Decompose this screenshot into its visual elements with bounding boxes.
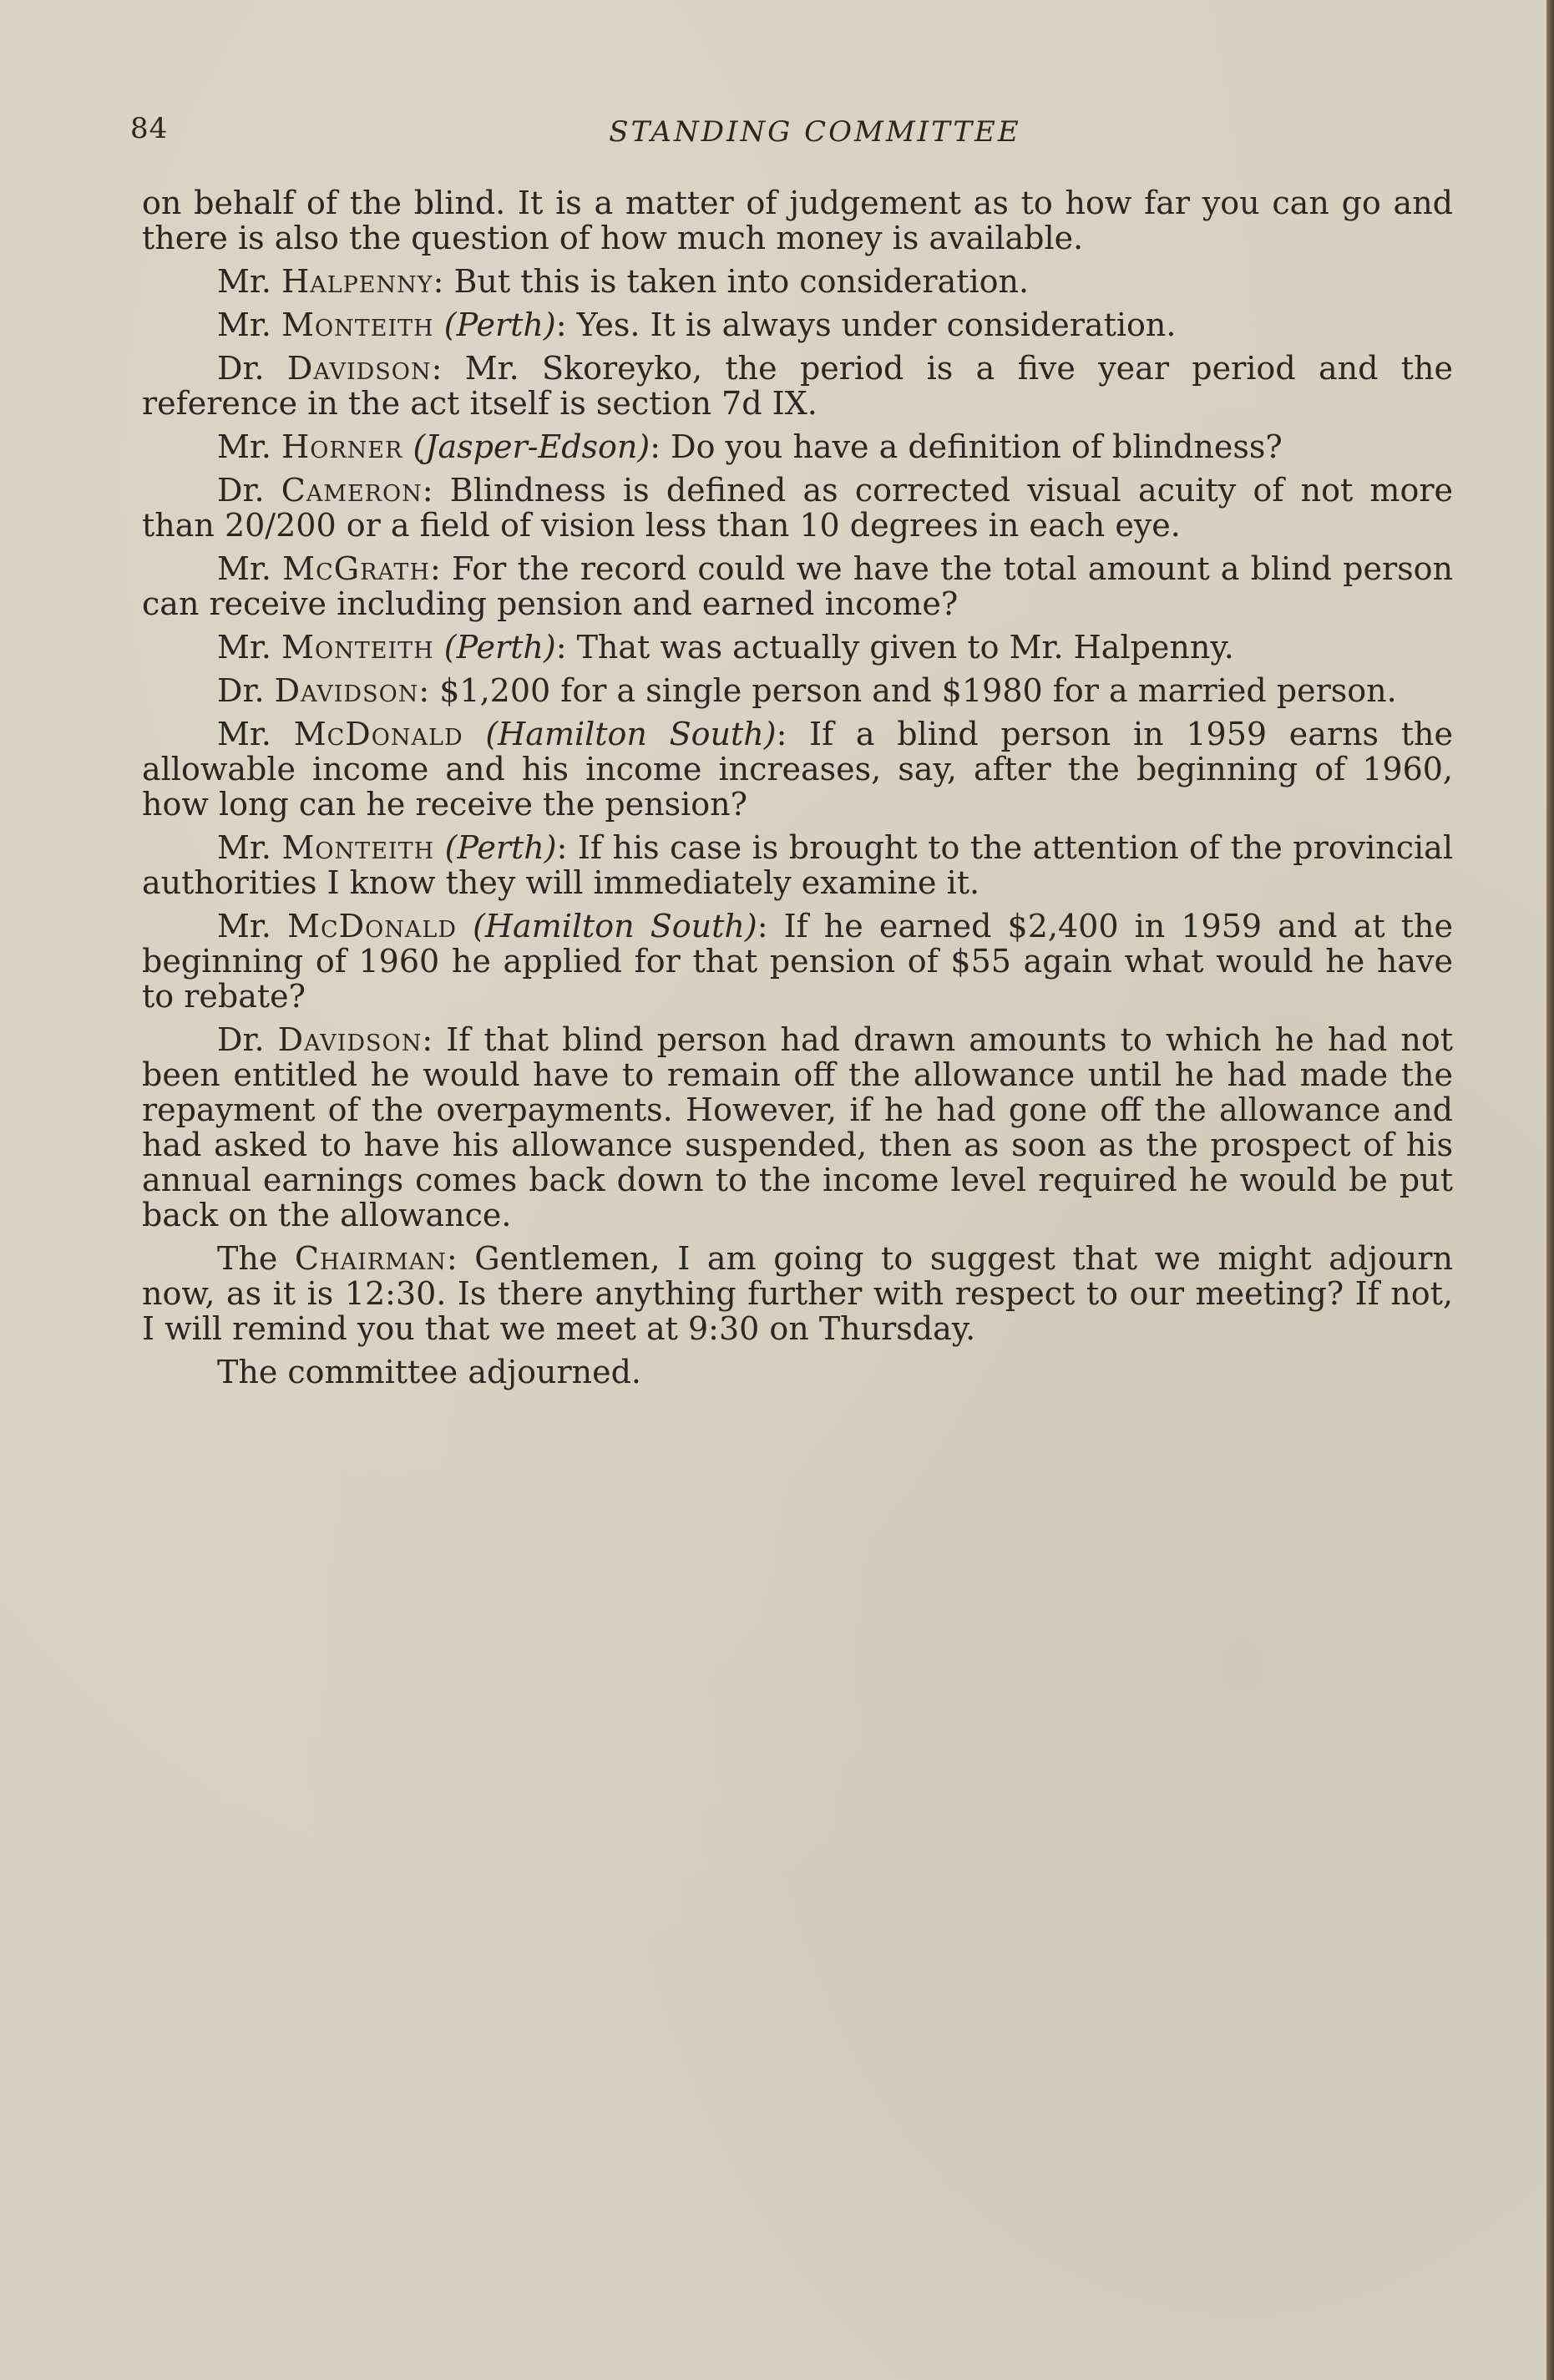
paragraph-text: The committee adjourned.: [217, 1354, 642, 1390]
speaker-title: Dr.: [217, 472, 265, 509]
transcript-paragraph: [142, 1241, 1453, 1346]
speaker-name: Davidson: [286, 350, 432, 387]
speaker-title: Mr.: [217, 428, 271, 465]
paragraph-text: : Blindness is defined as corrected visual acuity of not more than 20/200 or a field of vision less than 10 degrees in each eye.: [142, 472, 1453, 544]
paragraph-text: : If that blind person had drawn amounts to which he had not been entitled he would have to remain off the allowance until he had made the repayment of the overpayments. However, if he had gone off the allowance and had asked to have his allowance suspended, then as soon as the prospect of his annual earnings comes back down to the income level required he would be put back on the allowance.: [142, 1021, 1453, 1233]
transcript-paragraph: [142, 1355, 1453, 1390]
speaker-name: Horner: [281, 428, 403, 465]
paragraph-text: : If his case is brought to the attention of the provincial authorities I know they will immediately examine it.: [142, 829, 1453, 901]
speaker-name: Davidson: [277, 1021, 423, 1058]
paragraph-text: : If he earned $2,400 in 1959 and at the beginning of 1960 he applied for that pension of $55 again what would he have to rebate?: [142, 908, 1453, 1015]
speaker-name: McDonald: [287, 908, 457, 944]
transcript-paragraph: [142, 473, 1453, 543]
speaker-title: The: [217, 1240, 278, 1277]
speaker-title: Dr.: [217, 350, 265, 387]
speaker-name: Halpenny: [281, 263, 433, 300]
transcript-paragraph: [142, 1022, 1453, 1233]
speaker-title: Dr.: [217, 1021, 265, 1058]
transcript-paragraph: [142, 909, 1453, 1014]
speaker-name: Davidson: [274, 672, 419, 709]
paragraph-text: : Mr. Skoreyko, the period is a five year period and the reference in the act itself is section 7d IX.: [142, 350, 1453, 422]
speaker-name: Cameron: [281, 472, 423, 509]
speaker-name: McDonald: [293, 716, 463, 752]
transcript-paragraph: [142, 830, 1453, 900]
speaker-name: Monteith: [281, 306, 434, 343]
speaker-title: Dr.: [217, 672, 265, 709]
speaker-title: Mr.: [217, 716, 271, 752]
transcript-paragraph: [142, 551, 1453, 621]
transcript-paragraph: [142, 429, 1453, 464]
speaker-riding: (Hamilton South): [473, 908, 757, 944]
transcript-paragraph: [142, 630, 1453, 665]
speaker-riding: (Perth): [443, 629, 556, 666]
running-head: STANDING COMMITTEE: [609, 115, 1021, 149]
paragraph-text: : $1,200 for a single person and $1980 for a married person.: [418, 672, 1397, 709]
paragraph-text: : But this is taken into consideration.: [433, 263, 1030, 300]
paragraph-text: : That was actually given to Mr. Halpenny.: [555, 629, 1234, 666]
paragraph-text: : If a blind person in 1959 earns the allowable income and his income increases, say, after the beginning of 1960, how long can he receive the pension?: [142, 716, 1453, 823]
transcript-paragraph: [142, 307, 1453, 342]
paragraph-text: : For the record could we have the total amount a blind person can receive including pension and earned income?: [142, 550, 1453, 622]
paragraph-text: on behalf of the blind. It is a matter of judgement as to how far you can go and there is also the question of how much money is available.: [142, 185, 1453, 256]
speaker-riding: (Jasper-Edson): [413, 428, 650, 465]
paragraph-text: : Yes. It is always under consideration.: [555, 306, 1177, 343]
speaker-title: Mr.: [217, 829, 271, 866]
transcript-paragraph: [142, 185, 1453, 256]
page-edge: [1546, 0, 1554, 2380]
transcript-paragraph: [142, 351, 1453, 421]
speaker-title: Mr.: [217, 550, 271, 587]
transcript-paragraph: [142, 264, 1453, 299]
speaker-name: Monteith: [281, 629, 434, 666]
speaker-riding: (Perth): [444, 829, 557, 866]
speaker-name: McGrath: [282, 550, 430, 587]
speaker-name: Monteith: [281, 829, 435, 866]
speaker-title: Mr.: [217, 908, 271, 944]
paragraph-text: : Do you have a definition of blindness?: [650, 428, 1283, 465]
speaker-riding: (Perth): [443, 306, 556, 343]
transcript-paragraph: [142, 717, 1453, 822]
speaker-title: Mr.: [217, 306, 271, 343]
speaker-title: Mr.: [217, 263, 271, 300]
speaker-riding: (Hamilton South): [485, 716, 777, 752]
speaker-title: Mr.: [217, 629, 271, 666]
speaker-name: Chairman: [294, 1240, 447, 1277]
paragraph-text: : Gentlemen, I am going to suggest that we might adjourn now, as it is 12:30. Is there anything further with respect to our meeting? If not, I will remind you that we meet at 9:30 on Thursday.: [142, 1240, 1453, 1347]
page-header: [130, 112, 1450, 154]
transcript-body: [142, 185, 1453, 1398]
transcript-paragraph: [142, 673, 1453, 708]
page-number: 84: [130, 112, 169, 145]
